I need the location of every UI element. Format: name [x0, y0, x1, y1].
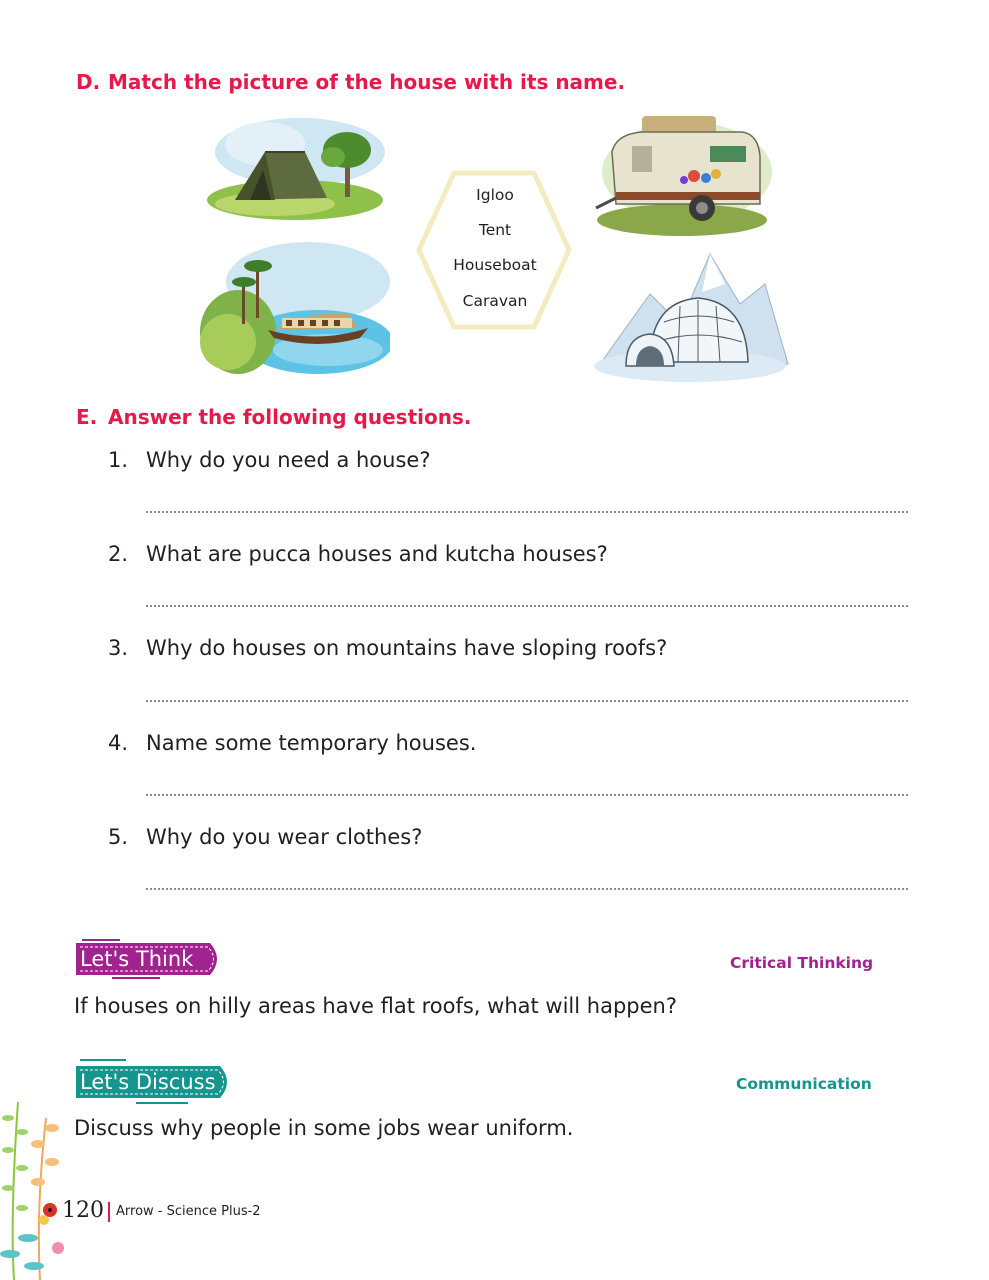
section-d-heading: [76, 70, 625, 94]
lets-think-label: Let's Think: [80, 947, 194, 971]
question-text: Why do you wear clothes?: [146, 825, 423, 849]
word-tent: Tent: [478, 221, 512, 239]
word-igloo: Igloo: [476, 186, 514, 204]
caravan-picture: [592, 112, 774, 238]
houseboat-picture: [198, 232, 390, 382]
lets-discuss-label: Let's Discuss: [80, 1070, 216, 1094]
question-text: What are pucca houses and kutcha houses?: [146, 542, 608, 566]
lets-discuss-skill: Communication: [736, 1075, 872, 1093]
question-number: 4.: [108, 731, 129, 755]
question-text: Why do houses on mountains have sloping roofs?: [146, 636, 668, 660]
word-caravan: Caravan: [462, 292, 528, 310]
tent-picture: [205, 112, 385, 222]
answer-line[interactable]: [146, 605, 908, 607]
footer-divider: [108, 1202, 110, 1222]
lets-think-text: If houses on hilly areas have flat roofs, what will happen?: [74, 994, 677, 1018]
section-d-title: Match the picture of the house with its name.: [108, 70, 626, 94]
page-number: 120: [62, 1198, 104, 1223]
question-number: 3.: [108, 636, 129, 660]
section-e-title: Answer the following questions.: [108, 405, 472, 429]
answer-line[interactable]: [146, 888, 908, 890]
section-e-letter: E.: [76, 405, 98, 429]
question-number: 2.: [108, 542, 129, 566]
question-text: Name some temporary houses.: [146, 731, 477, 755]
lets-discuss-text: Discuss why people in some jobs wear uniform.: [74, 1116, 574, 1140]
book-title: Arrow - Science Plus-2: [116, 1204, 261, 1219]
question-number: 1.: [108, 448, 129, 472]
answer-line[interactable]: [146, 700, 908, 702]
answer-line[interactable]: [146, 511, 908, 513]
question-number: 5.: [108, 825, 129, 849]
lets-think-skill: Critical Thinking: [730, 954, 874, 972]
word-houseboat: Houseboat: [453, 256, 537, 274]
answer-line[interactable]: [146, 794, 908, 796]
question-text: Why do you need a house?: [146, 448, 431, 472]
section-e-heading: [76, 405, 471, 429]
section-d-letter: D.: [76, 70, 101, 94]
decorative-plant-border: [0, 1098, 72, 1280]
igloo-picture: [590, 244, 790, 384]
